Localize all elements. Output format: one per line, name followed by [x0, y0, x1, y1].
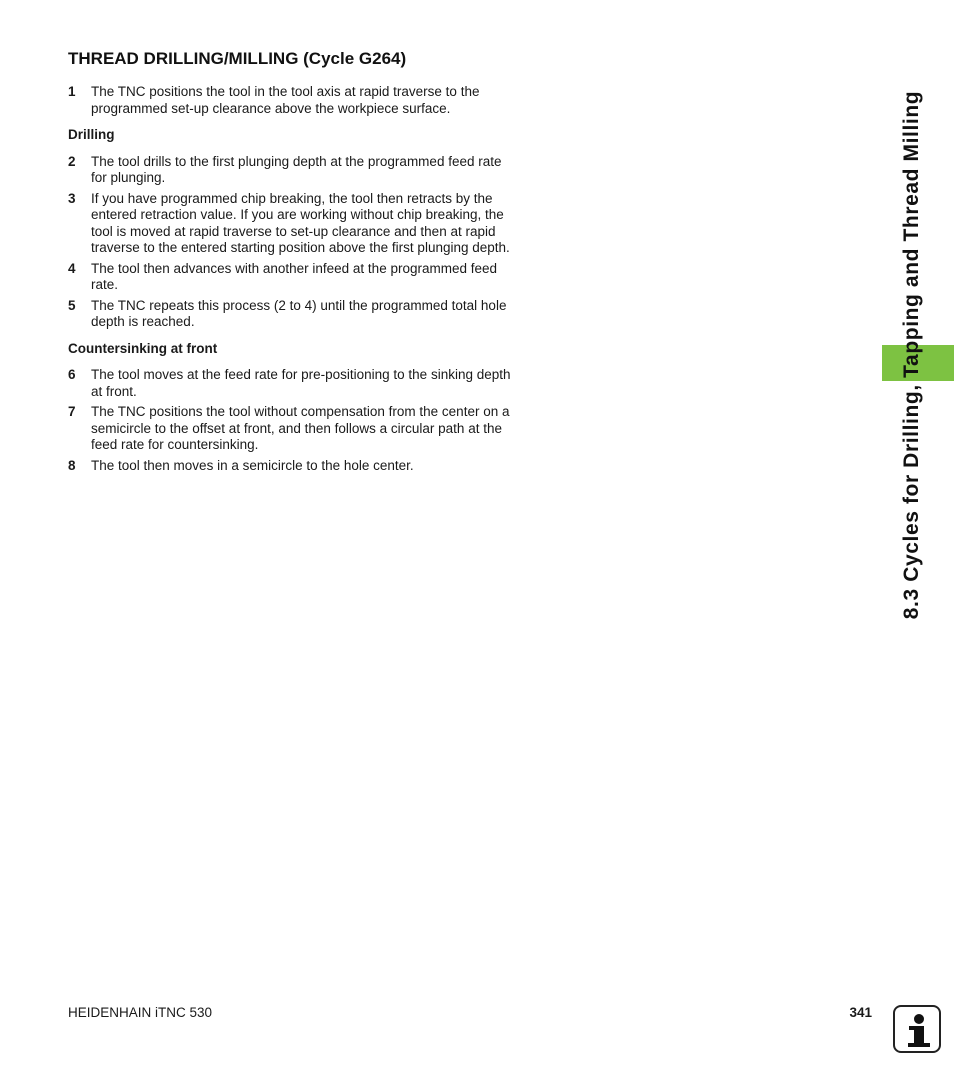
step-item	[68, 298, 513, 331]
subheading-countersinking: Countersinking at front	[68, 340, 218, 356]
step-number: 7	[68, 404, 76, 419]
info-icon-dot	[914, 1014, 924, 1024]
page-content	[68, 48, 513, 478]
step-item	[68, 458, 513, 475]
step-item	[68, 154, 513, 187]
chapter-title-text: 8.3 Cycles for Drilling, Tapping and Thread Milling	[900, 90, 923, 620]
step-text: The TNC positions the tool in the tool axis at rapid traverse to the programmed set-up clearance above the workpiece surface.	[91, 84, 480, 116]
step-number: 1	[68, 84, 76, 99]
info-icon-serif-bottom	[908, 1043, 930, 1047]
step-text: The tool moves at the feed rate for pre-positioning to the sinking depth at front.	[91, 367, 511, 399]
step-text: The TNC positions the tool without compensation from the center on a semicircle to the offset at front, and then follows a circular path at the feed rate for countersinking.	[91, 404, 510, 452]
step-text: The tool then advances with another infeed at the programmed feed rate.	[91, 260, 498, 292]
step-number: 3	[68, 190, 76, 206]
footer-product: HEIDENHAIN iTNC 530	[68, 1005, 213, 1020]
step-number: 6	[68, 367, 76, 382]
step-number: 4	[68, 260, 76, 276]
step-item	[68, 84, 513, 117]
step-number: 5	[68, 297, 76, 313]
step-text: The tool then moves in a semicircle to the hole center.	[91, 457, 414, 473]
step-item	[68, 404, 513, 454]
step-text: The tool drills to the first plunging depth at the programmed feed rate for plunging.	[91, 153, 502, 185]
step-number: 8	[68, 457, 76, 473]
step-text: The TNC repeats this process (2 to 4) until the programmed total hole depth is reached.	[91, 297, 507, 329]
section-title: THREAD DRILLING/MILLING (Cycle G264)	[68, 49, 407, 68]
step-text: If you have programmed chip breaking, the tool then retracts by the entered retraction value. If you are working without chip breaking, the tool is moved at rapid traverse to set-up clearance and then at rapid traverse to the entered starting position above the first plunging depth.	[91, 190, 510, 255]
step-item	[68, 191, 513, 257]
step-item	[68, 367, 513, 400]
step-number: 2	[68, 153, 76, 169]
subheading-drilling: Drilling	[68, 127, 115, 142]
info-icon	[893, 1005, 941, 1053]
step-item	[68, 261, 513, 294]
page-number: 341	[849, 1005, 872, 1020]
